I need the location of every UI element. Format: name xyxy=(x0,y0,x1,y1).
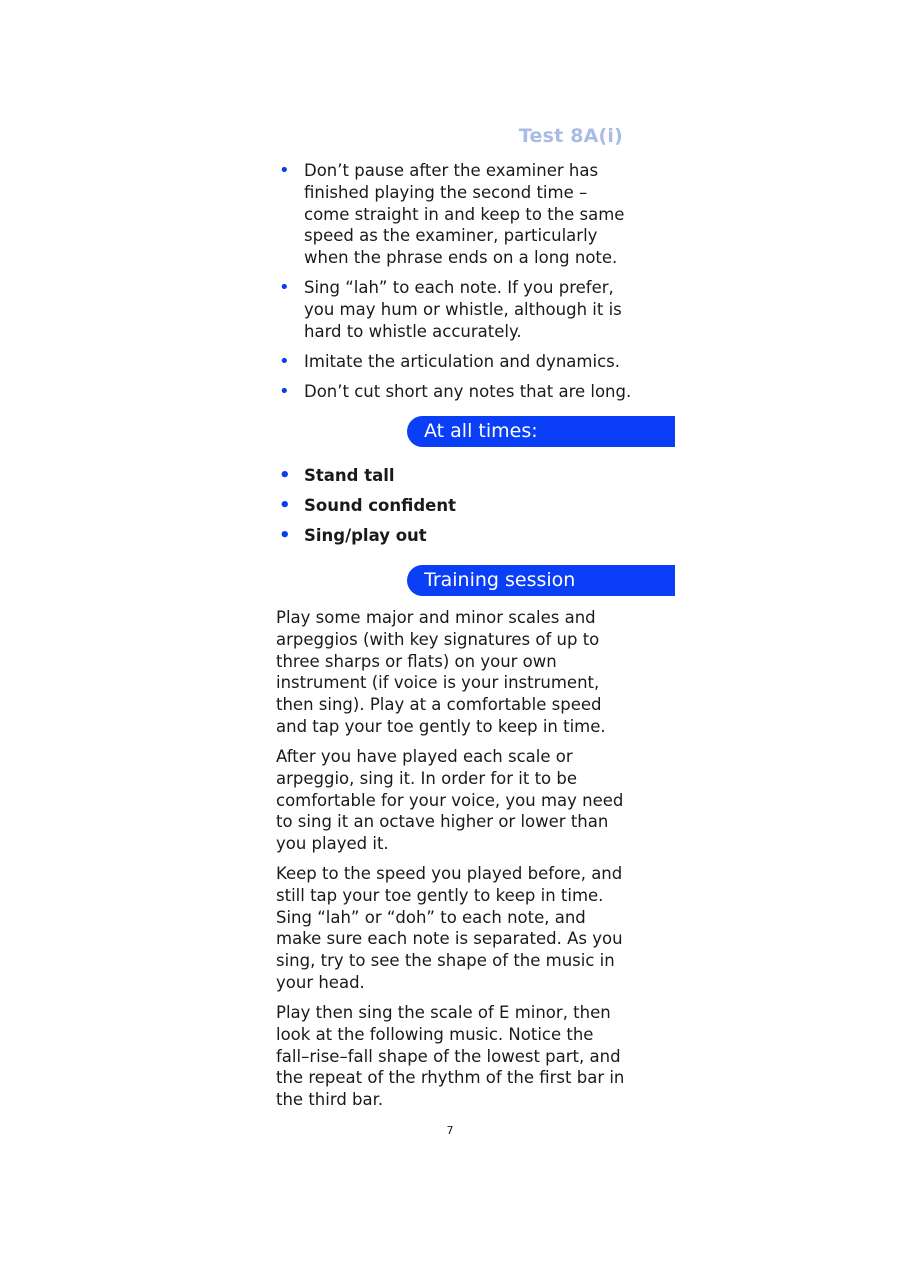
page-title: Test 8A(i) xyxy=(518,125,623,147)
training-session-banner: Training session xyxy=(407,565,675,596)
bullet-icon: • xyxy=(279,495,291,517)
list-item xyxy=(276,495,636,517)
item-text: Stand tall xyxy=(304,466,395,485)
list-item xyxy=(276,351,636,373)
at-all-times-list xyxy=(276,465,636,555)
bullet-icon: • xyxy=(279,381,290,403)
training-paragraph: Keep to the speed you played before, and still tap your toe gently to keep in time. Sing “lah” or “doh” to each note, and make sure each note is separated. As you sing, try to see the shape of the music in your head. xyxy=(276,864,623,992)
tip-text: Don’t cut short any notes that are long. xyxy=(304,382,632,402)
training-paragraph: Play some major and minor scales and arpeggios (with key signatures of up to three sharps or flats) on your own instrument (if voice is your instrument, then sing). Play at a comfortable speed and tap your toe gently to keep in time. xyxy=(276,608,606,736)
list-item xyxy=(276,277,636,342)
bullet-icon: • xyxy=(279,160,290,181)
item-text: Sing/play out xyxy=(304,526,427,546)
tip-text: Sing “lah” to each note. If you prefer, you may hum or whistle, although it is hard to whistle accurately. xyxy=(304,278,622,341)
training-paragraph: Play then sing the scale of E minor, then look at the following music. Notice the fall–rise–fall shape of the lowest part, and the repeat of the rhythm of the first bar in the third bar. xyxy=(276,1003,625,1110)
list-item xyxy=(276,381,636,403)
tip-text: Imitate the articulation and dynamics. xyxy=(304,351,620,371)
list-item xyxy=(276,525,636,547)
bullet-icon: • xyxy=(279,525,291,547)
bullet-icon: • xyxy=(279,465,291,486)
bullet-icon: • xyxy=(279,350,290,372)
tip-text: Don’t pause after the examiner has finished playing the second time – come straight in and keep to the same speed as the examiner, particularly when the phrase ends on a long note. xyxy=(304,161,625,268)
list-item xyxy=(276,160,636,269)
list-item xyxy=(276,465,636,487)
training-paragraph: After you have played each scale or arpeggio, sing it. In order for it to be comfortable for your voice, you may need to sing it an octave higher or lower than you played it. xyxy=(276,747,624,854)
page-number: 7 xyxy=(446,1124,454,1137)
at-all-times-banner: At all times: xyxy=(407,416,675,447)
tips-list xyxy=(276,160,636,411)
bullet-icon: • xyxy=(279,277,290,299)
item-text: Sound confident xyxy=(304,496,456,516)
